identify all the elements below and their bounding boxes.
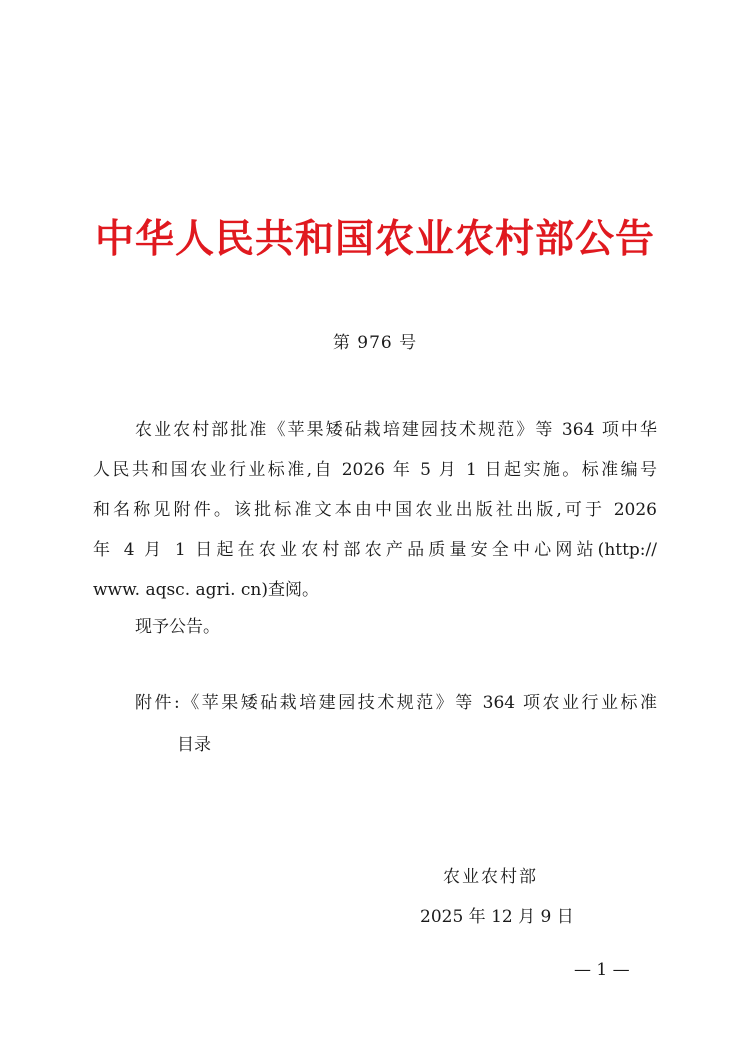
issue-date: 2025 年 12 月 9 日 — [420, 907, 574, 927]
body-line-4: 年 4 月 1 日起在农业农村部农产品质量安全中心网站(http:// — [93, 540, 657, 560]
body-line-5: www. aqsc. agri. cn)查阅。 — [93, 580, 320, 600]
attachment-line: 附件:《苹果矮砧栽培建园技术规范》等 364 项农业行业标准 — [135, 693, 657, 713]
notice-text: 现予公告。 — [135, 617, 220, 637]
announcement-title: 中华人民共和国农业农村部公告 — [94, 216, 655, 262]
page-number: — 1 — — [574, 960, 630, 980]
body-line-3: 和名称见附件。该批标准文本由中国农业出版社出版,可于 2026 — [93, 500, 657, 520]
body-line-2: 人民共和国农业行业标准,自 2026 年 5 月 1 日起实施。标准编号 — [93, 460, 657, 480]
announcement-number: 第 976 号 — [332, 333, 418, 353]
announcement-body — [93, 410, 657, 610]
issuer-signature: 农业农村部 — [443, 867, 538, 887]
body-line-1: 农业农村部批准《苹果矮砧栽培建园技术规范》等 364 项中华 — [135, 420, 657, 440]
attachment-line-continued: 目录 — [177, 735, 211, 755]
